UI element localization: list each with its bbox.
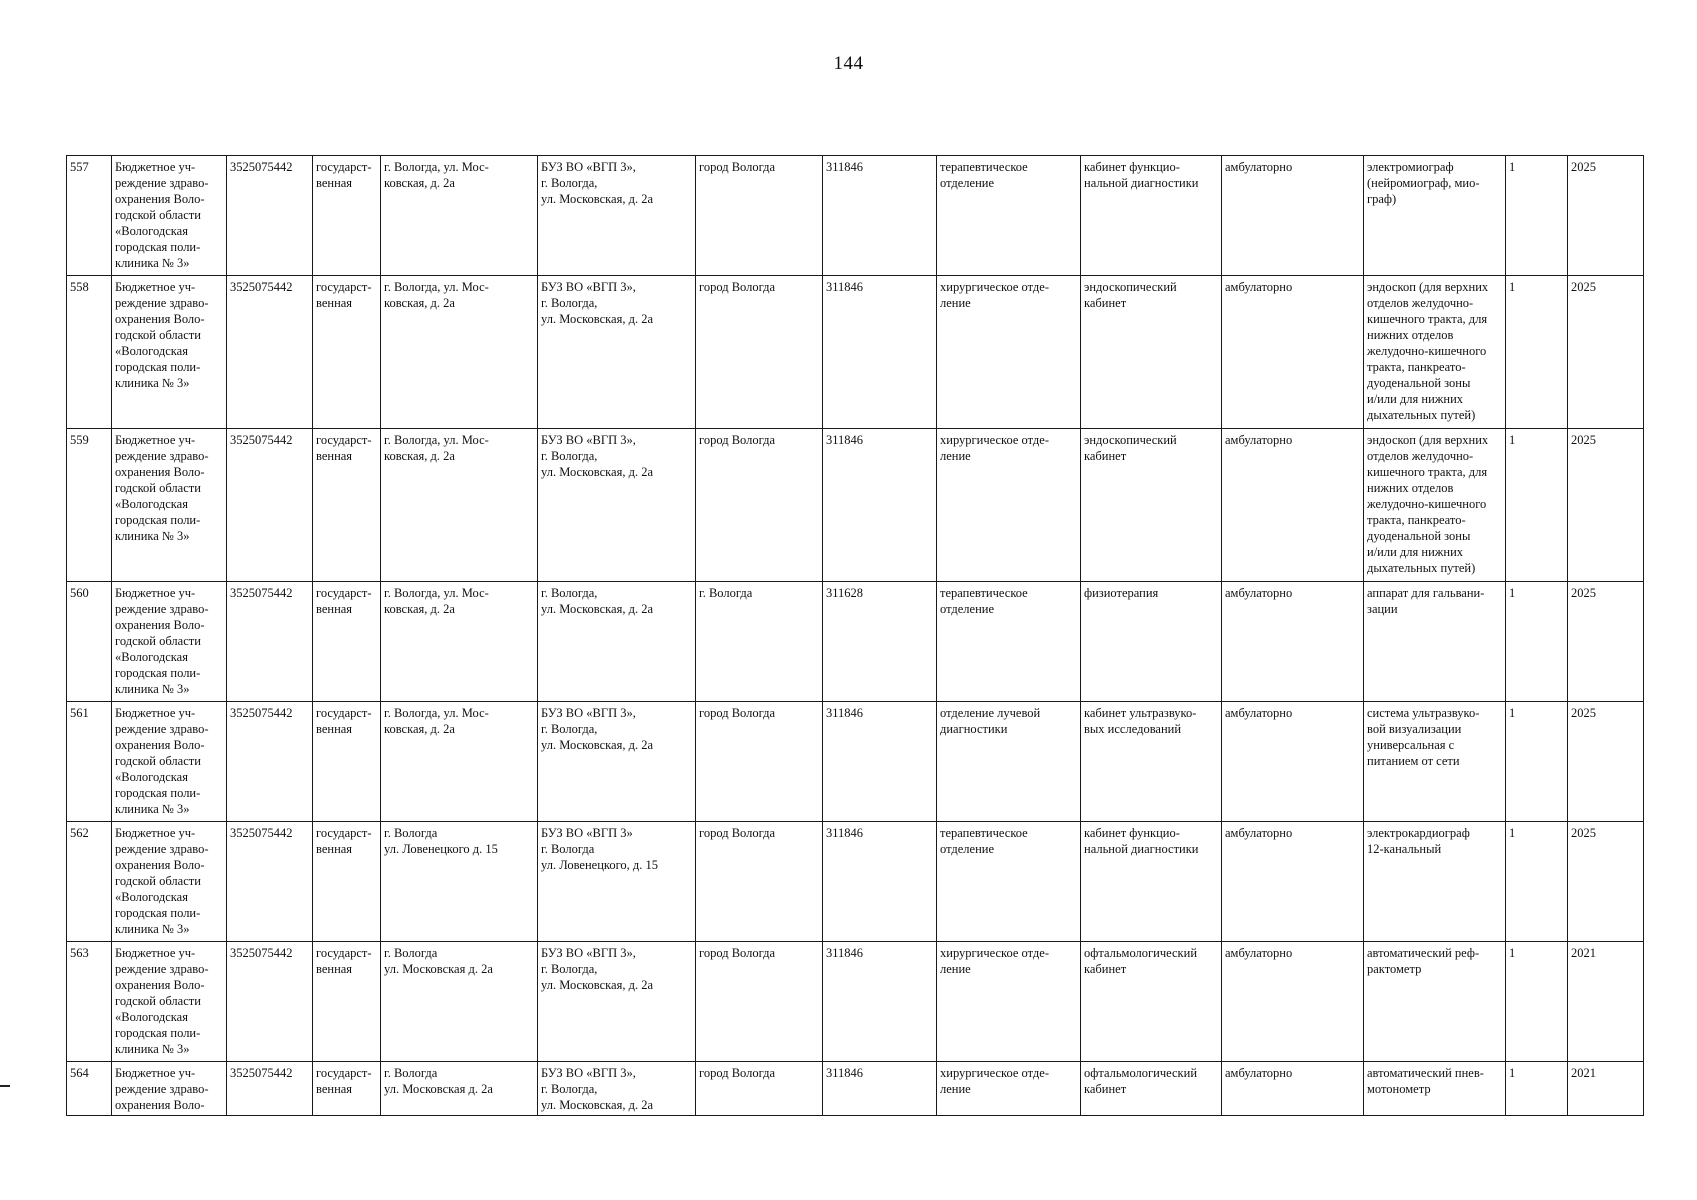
- department-name: хирургическое отде- ление: [940, 280, 1050, 310]
- inn-number-cell: [227, 942, 313, 1062]
- care-conditions: амбулаторно: [1225, 946, 1293, 960]
- planned-year-cell: [1568, 429, 1644, 582]
- ownership-form-cell: [313, 582, 381, 702]
- equipment-quantity: 1: [1509, 826, 1516, 840]
- room-name: эндоскопический кабинет: [1084, 433, 1177, 463]
- equipment-name-cell: [1364, 429, 1506, 582]
- equipment-quantity: 1: [1509, 280, 1516, 294]
- ownership-form: государст- венная: [316, 706, 372, 736]
- installation-place-cell: [538, 582, 696, 702]
- equipment-name: аппарат для гальвани- зации: [1367, 586, 1485, 616]
- row-number: 560: [70, 586, 89, 600]
- planned-year-cell: [1568, 702, 1644, 822]
- equipment-name: электрокардиограф 12-канальный: [1367, 826, 1470, 856]
- ownership-form: государст- венная: [316, 586, 372, 616]
- organization-name: Бюджетное уч- реждение здраво- охранения Воло- годской области «Вологодская городская поли- клиника № 3»: [115, 586, 209, 696]
- inn-number: 3525075442: [230, 706, 293, 720]
- equipment-quantity-cell: [1506, 822, 1568, 942]
- inn-number: 3525075442: [230, 946, 293, 960]
- organization-name-cell: [112, 942, 227, 1062]
- inn-number: 3525075442: [230, 160, 293, 174]
- legal-address: г. Вологда, ул. Мос- ковская, д. 2а: [384, 433, 489, 463]
- care-conditions: амбулаторно: [1225, 1066, 1293, 1080]
- organization-name: Бюджетное уч- реждение здраво- охранения Воло- годской области «Вологодская городская поли- клиника № 3»: [115, 280, 209, 390]
- ownership-form-cell: [313, 156, 381, 276]
- organization-name-cell: [112, 276, 227, 429]
- equipment-quantity-cell: [1506, 702, 1568, 822]
- organization-name-cell: [112, 156, 227, 276]
- installation-place: БУЗ ВО «ВГП 3», г. Вологда, ул. Московская, д. 2а: [541, 1066, 654, 1112]
- installation-place-cell: [538, 822, 696, 942]
- planned-year-cell: [1568, 156, 1644, 276]
- department-name-cell: [937, 822, 1081, 942]
- locality-name: город Вологда: [699, 826, 776, 840]
- installation-place-cell: [538, 1062, 696, 1116]
- locality-name: город Вологда: [699, 280, 776, 294]
- equipment-register-table: [66, 155, 1644, 1116]
- room-name-cell: [1081, 822, 1222, 942]
- locality-name-cell: [696, 429, 823, 582]
- locality-name: г. Вологда: [699, 586, 753, 600]
- installation-place: БУЗ ВО «ВГП 3», г. Вологда, ул. Московская, д. 2а: [541, 433, 654, 479]
- room-name: офтальмологический кабинет: [1084, 1066, 1198, 1096]
- equipment-quantity: 1: [1509, 586, 1516, 600]
- care-conditions-cell: [1222, 156, 1364, 276]
- care-conditions: амбулаторно: [1225, 433, 1293, 447]
- care-conditions-cell: [1222, 942, 1364, 1062]
- department-name-cell: [937, 702, 1081, 822]
- organization-name-cell: [112, 822, 227, 942]
- department-name-cell: [937, 1062, 1081, 1116]
- organization-name: Бюджетное уч- реждение здраво- охранения Воло- годской области «Вологодская городская поли- клиника № 3»: [115, 160, 209, 270]
- equipment-name: автоматический реф- рактометр: [1367, 946, 1480, 976]
- locality-name-cell: [696, 822, 823, 942]
- oktmo-code-cell: [823, 429, 937, 582]
- locality-name: город Вологда: [699, 1066, 776, 1080]
- table-row: [67, 276, 1644, 429]
- ownership-form: государст- венная: [316, 946, 372, 976]
- ownership-form: государст- венная: [316, 433, 372, 463]
- legal-address: г. Вологда, ул. Мос- ковская, д. 2а: [384, 586, 489, 616]
- room-name-cell: [1081, 156, 1222, 276]
- page-number: 144: [833, 53, 864, 74]
- organization-name: Бюджетное уч- реждение здраво- охранения Воло- годской области «Вологодская городская поли- клиника № 3»: [115, 946, 209, 1056]
- planned-year-cell: [1568, 1062, 1644, 1116]
- department-name-cell: [937, 942, 1081, 1062]
- row-number-cell: [67, 429, 112, 582]
- locality-name-cell: [696, 942, 823, 1062]
- equipment-quantity-cell: [1506, 942, 1568, 1062]
- room-name: эндоскопический кабинет: [1084, 280, 1177, 310]
- care-conditions: амбулаторно: [1225, 586, 1293, 600]
- locality-name: город Вологда: [699, 160, 776, 174]
- installation-place-cell: [538, 276, 696, 429]
- oktmo-code: 311846: [826, 706, 864, 720]
- equipment-name-cell: [1364, 276, 1506, 429]
- care-conditions-cell: [1222, 1062, 1364, 1116]
- inn-number-cell: [227, 429, 313, 582]
- planned-year-cell: [1568, 582, 1644, 702]
- legal-address-cell: [381, 429, 538, 582]
- oktmo-code: 311628: [826, 586, 864, 600]
- department-name: хирургическое отде- ление: [940, 1066, 1050, 1096]
- locality-name: город Вологда: [699, 433, 776, 447]
- department-name-cell: [937, 156, 1081, 276]
- planned-year: 2025: [1571, 826, 1596, 840]
- equipment-name-cell: [1364, 156, 1506, 276]
- row-number: 561: [70, 706, 89, 720]
- planned-year: 2025: [1571, 586, 1596, 600]
- care-conditions-cell: [1222, 276, 1364, 429]
- organization-name-cell: [112, 1062, 227, 1116]
- equipment-name-cell: [1364, 822, 1506, 942]
- planned-year: 2025: [1571, 706, 1596, 720]
- organization-name: Бюджетное уч- реждение здраво- охранения Воло-: [115, 1066, 209, 1112]
- department-name-cell: [937, 429, 1081, 582]
- planned-year-cell: [1568, 942, 1644, 1062]
- equipment-quantity-cell: [1506, 156, 1568, 276]
- oktmo-code: 311846: [826, 433, 864, 447]
- row-number-cell: [67, 156, 112, 276]
- oktmo-code-cell: [823, 822, 937, 942]
- department-name: отделение лучевой диагностики: [940, 706, 1041, 736]
- legal-address: г. Вологда ул. Ловенецкого д. 15: [384, 826, 498, 856]
- installation-place-cell: [538, 156, 696, 276]
- care-conditions: амбулаторно: [1225, 160, 1293, 174]
- table-row: [67, 429, 1644, 582]
- locality-name-cell: [696, 582, 823, 702]
- ownership-form: государст- венная: [316, 160, 372, 190]
- equipment-quantity: 1: [1509, 1066, 1516, 1080]
- equipment-quantity-cell: [1506, 429, 1568, 582]
- room-name-cell: [1081, 429, 1222, 582]
- legal-address: г. Вологда, ул. Мос- ковская, д. 2а: [384, 706, 489, 736]
- locality-name-cell: [696, 156, 823, 276]
- room-name-cell: [1081, 582, 1222, 702]
- organization-name-cell: [112, 582, 227, 702]
- department-name: хирургическое отде- ление: [940, 946, 1050, 976]
- oktmo-code-cell: [823, 276, 937, 429]
- row-number: 564: [70, 1066, 89, 1080]
- equipment-name: автоматический пнев- мотонометр: [1367, 1066, 1484, 1096]
- equipment-quantity-cell: [1506, 276, 1568, 429]
- table-row: [67, 702, 1644, 822]
- locality-name-cell: [696, 1062, 823, 1116]
- locality-name: город Вологда: [699, 706, 776, 720]
- row-number: 563: [70, 946, 89, 960]
- care-conditions: амбулаторно: [1225, 706, 1293, 720]
- department-name-cell: [937, 276, 1081, 429]
- room-name: кабинет ультразвуко- вых исследований: [1084, 706, 1197, 736]
- organization-name-cell: [112, 429, 227, 582]
- row-number: 557: [70, 160, 89, 174]
- legal-address-cell: [381, 702, 538, 822]
- legal-address: г. Вологда ул. Московская д. 2а: [384, 946, 493, 976]
- legal-address-cell: [381, 822, 538, 942]
- ownership-form-cell: [313, 1062, 381, 1116]
- oktmo-code: 311846: [826, 280, 864, 294]
- room-name: офтальмологический кабинет: [1084, 946, 1198, 976]
- equipment-quantity: 1: [1509, 160, 1516, 174]
- inn-number-cell: [227, 1062, 313, 1116]
- equipment-name-cell: [1364, 702, 1506, 822]
- planned-year: 2021: [1571, 946, 1596, 960]
- equipment-name: эндоскоп (для верхних отделов желудочно- кишечного тракта, для нижних отделов желудочно-кишечного тракта, панкреато- дуоденальной зоны и/или для нижних дыхательных путей): [1367, 433, 1489, 575]
- row-number: 558: [70, 280, 89, 294]
- installation-place: БУЗ ВО «ВГП 3», г. Вологда, ул. Московская, д. 2а: [541, 946, 654, 992]
- oktmo-code: 311846: [826, 946, 864, 960]
- inn-number-cell: [227, 822, 313, 942]
- equipment-name: эндоскоп (для верхних отделов желудочно- кишечного тракта, для нижних отделов желудочно-кишечного тракта, панкреато- дуоденальной зоны и/или для нижних дыхательных путей): [1367, 280, 1489, 422]
- organization-name: Бюджетное уч- реждение здраво- охранения Воло- годской области «Вологодская городская поли- клиника № 3»: [115, 433, 209, 543]
- care-conditions: амбулаторно: [1225, 280, 1293, 294]
- organization-name: Бюджетное уч- реждение здраво- охранения Воло- годской области «Вологодская городская поли- клиника № 3»: [115, 706, 209, 816]
- ownership-form-cell: [313, 429, 381, 582]
- ownership-form-cell: [313, 942, 381, 1062]
- inn-number: 3525075442: [230, 280, 293, 294]
- equipment-quantity: 1: [1509, 433, 1516, 447]
- inn-number: 3525075442: [230, 433, 293, 447]
- inn-number-cell: [227, 156, 313, 276]
- legal-address-cell: [381, 942, 538, 1062]
- inn-number: 3525075442: [230, 826, 293, 840]
- inn-number-cell: [227, 276, 313, 429]
- ownership-form: государст- венная: [316, 1066, 372, 1096]
- oktmo-code: 311846: [826, 826, 864, 840]
- margin-mark: [0, 1085, 10, 1087]
- care-conditions-cell: [1222, 429, 1364, 582]
- legal-address-cell: [381, 156, 538, 276]
- legal-address: г. Вологда, ул. Мос- ковская, д. 2а: [384, 160, 489, 190]
- care-conditions-cell: [1222, 822, 1364, 942]
- installation-place-cell: [538, 429, 696, 582]
- oktmo-code-cell: [823, 1062, 937, 1116]
- room-name-cell: [1081, 1062, 1222, 1116]
- department-name: терапевтическое отделение: [940, 826, 1028, 856]
- department-name-cell: [937, 582, 1081, 702]
- equipment-quantity: 1: [1509, 706, 1516, 720]
- room-name: кабинет функцио- нальной диагностики: [1084, 160, 1199, 190]
- department-name: хирургическое отде- ление: [940, 433, 1050, 463]
- planned-year-cell: [1568, 276, 1644, 429]
- row-number-cell: [67, 276, 112, 429]
- legal-address-cell: [381, 582, 538, 702]
- care-conditions: амбулаторно: [1225, 826, 1293, 840]
- legal-address-cell: [381, 1062, 538, 1116]
- table-row: [67, 1062, 1644, 1116]
- installation-place: БУЗ ВО «ВГП 3», г. Вологда, ул. Московская, д. 2а: [541, 160, 654, 206]
- room-name: физиотерапия: [1084, 586, 1159, 600]
- equipment-name: система ультразвуко- вой визуализации универсальная с питанием от сети: [1367, 706, 1480, 768]
- ownership-form-cell: [313, 702, 381, 822]
- inn-number-cell: [227, 702, 313, 822]
- installation-place: БУЗ ВО «ВГП 3», г. Вологда, ул. Московская, д. 2а: [541, 280, 654, 326]
- inn-number: 3525075442: [230, 586, 293, 600]
- inn-number-cell: [227, 582, 313, 702]
- row-number: 559: [70, 433, 89, 447]
- ownership-form-cell: [313, 822, 381, 942]
- row-number-cell: [67, 822, 112, 942]
- table-row: [67, 156, 1644, 276]
- inn-number: 3525075442: [230, 1066, 293, 1080]
- installation-place: БУЗ ВО «ВГП 3» г. Вологда ул. Ловенецкого, д. 15: [541, 826, 659, 872]
- row-number-cell: [67, 582, 112, 702]
- oktmo-code: 311846: [826, 1066, 864, 1080]
- installation-place-cell: [538, 702, 696, 822]
- installation-place-cell: [538, 942, 696, 1062]
- locality-name-cell: [696, 276, 823, 429]
- table-row: [67, 582, 1644, 702]
- locality-name-cell: [696, 702, 823, 822]
- care-conditions-cell: [1222, 702, 1364, 822]
- equipment-quantity-cell: [1506, 1062, 1568, 1116]
- organization-name-cell: [112, 702, 227, 822]
- equipment-name: электромиограф (нейромиограф, мио- граф): [1367, 160, 1480, 206]
- equipment-name-cell: [1364, 582, 1506, 702]
- room-name-cell: [1081, 702, 1222, 822]
- row-number-cell: [67, 1062, 112, 1116]
- row-number: 562: [70, 826, 89, 840]
- equipment-name-cell: [1364, 942, 1506, 1062]
- planned-year: 2025: [1571, 280, 1596, 294]
- legal-address: г. Вологда ул. Московская д. 2а: [384, 1066, 493, 1096]
- oktmo-code-cell: [823, 156, 937, 276]
- planned-year-cell: [1568, 822, 1644, 942]
- legal-address-cell: [381, 276, 538, 429]
- row-number-cell: [67, 702, 112, 822]
- equipment-quantity: 1: [1509, 946, 1516, 960]
- ownership-form-cell: [313, 276, 381, 429]
- room-name: кабинет функцио- нальной диагностики: [1084, 826, 1199, 856]
- oktmo-code-cell: [823, 702, 937, 822]
- ownership-form: государст- венная: [316, 826, 372, 856]
- care-conditions-cell: [1222, 582, 1364, 702]
- planned-year: 2021: [1571, 1066, 1596, 1080]
- department-name: терапевтическое отделение: [940, 160, 1028, 190]
- planned-year: 2025: [1571, 160, 1596, 174]
- room-name-cell: [1081, 276, 1222, 429]
- oktmo-code-cell: [823, 582, 937, 702]
- table-row: [67, 822, 1644, 942]
- equipment-name-cell: [1364, 1062, 1506, 1116]
- locality-name: город Вологда: [699, 946, 776, 960]
- ownership-form: государст- венная: [316, 280, 372, 310]
- row-number-cell: [67, 942, 112, 1062]
- organization-name: Бюджетное уч- реждение здраво- охранения Воло- годской области «Вологодская городская поли- клиника № 3»: [115, 826, 209, 936]
- planned-year: 2025: [1571, 433, 1596, 447]
- room-name-cell: [1081, 942, 1222, 1062]
- table-row: [67, 942, 1644, 1062]
- installation-place: БУЗ ВО «ВГП 3», г. Вологда, ул. Московская, д. 2а: [541, 706, 654, 752]
- installation-place: г. Вологда, ул. Московская, д. 2а: [541, 586, 654, 616]
- equipment-quantity-cell: [1506, 582, 1568, 702]
- oktmo-code: 311846: [826, 160, 864, 174]
- legal-address: г. Вологда, ул. Мос- ковская, д. 2а: [384, 280, 489, 310]
- department-name: терапевтическое отделение: [940, 586, 1028, 616]
- oktmo-code-cell: [823, 942, 937, 1062]
